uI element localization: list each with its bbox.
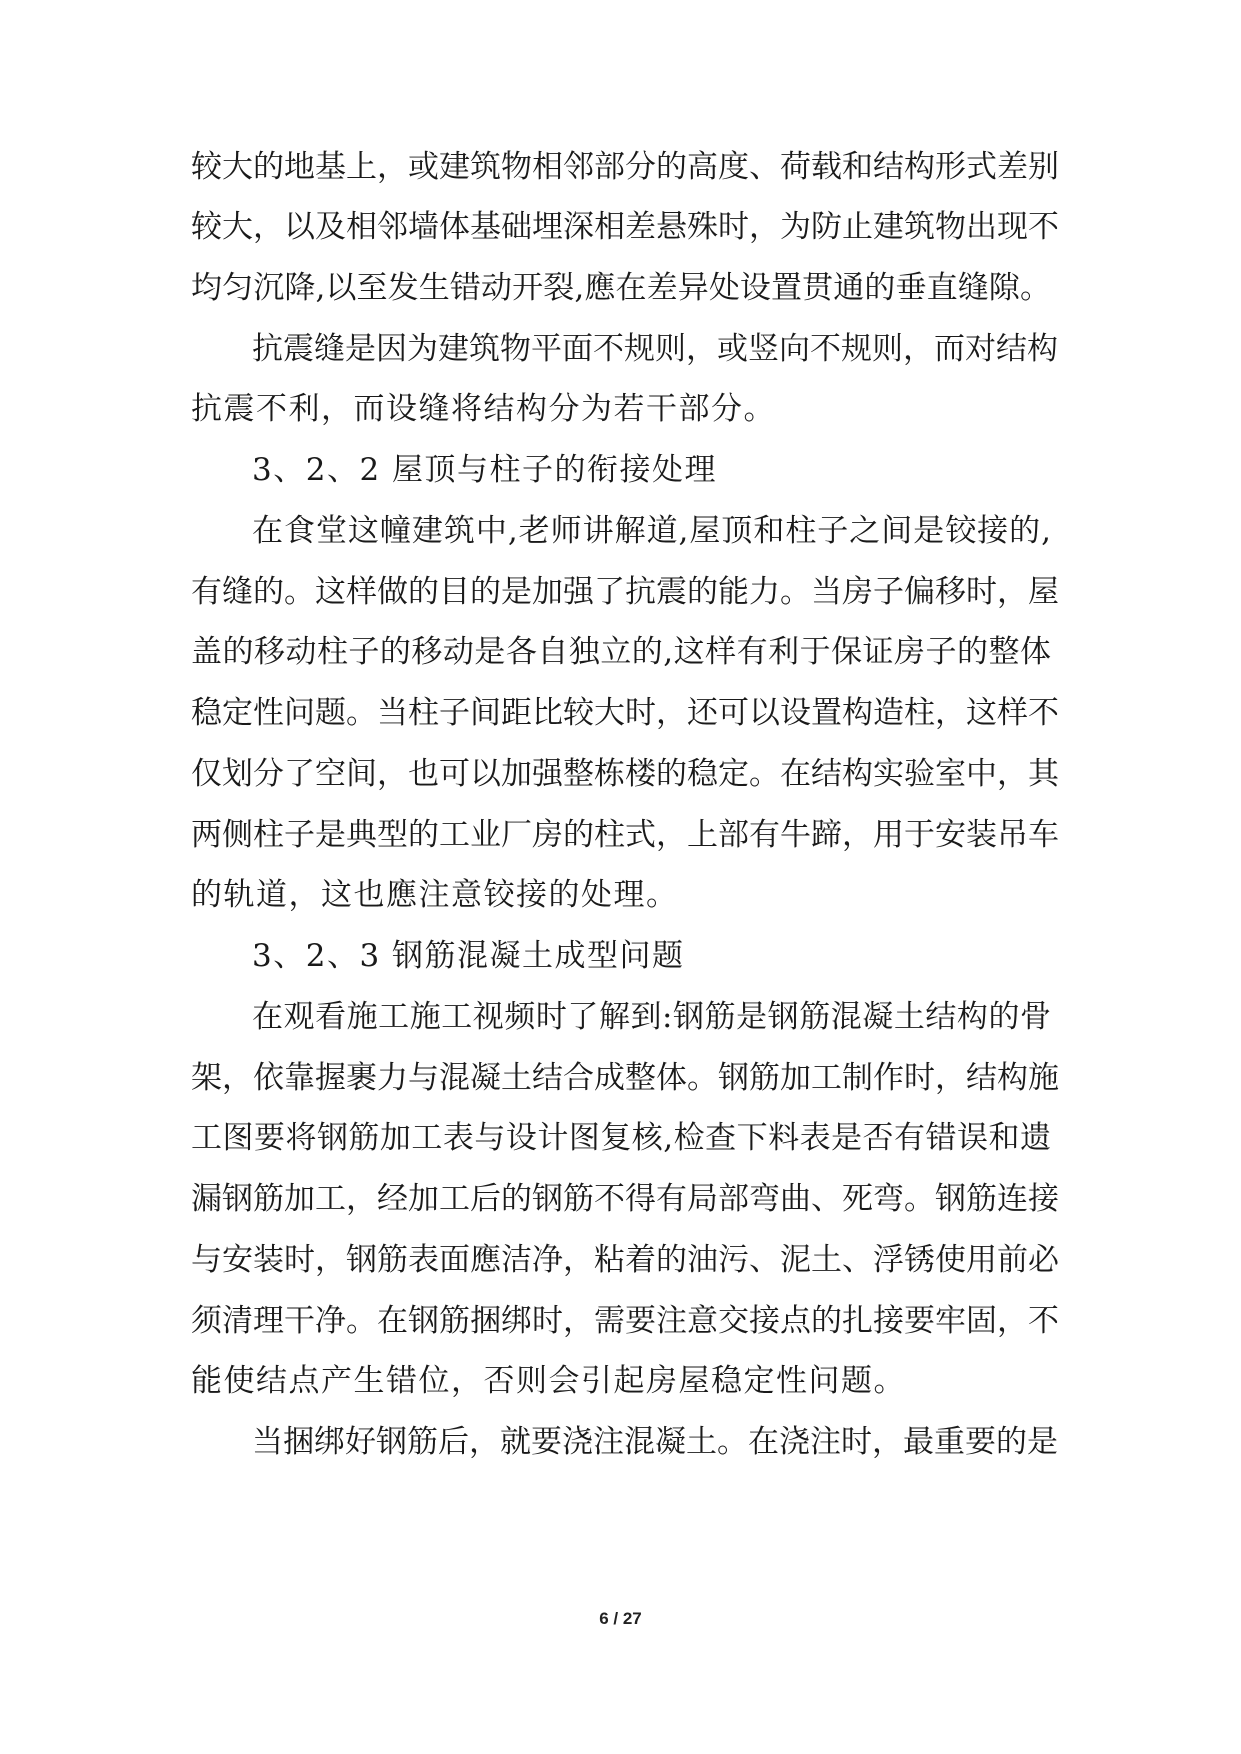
text-line: 抗震缝是因为建筑物平面不规则，或竖向不规则，而对结构 bbox=[252, 331, 1058, 367]
section-heading: 3、2、3 钢筋混凝土成型问题 bbox=[252, 938, 685, 974]
text-line: 抗震不利，而设缝将结构分为若干部分。 bbox=[191, 391, 776, 427]
text-line: 漏钢筋加工，经加工后的钢筋不得有局部弯曲、死弯。钢筋连接 bbox=[191, 1181, 1059, 1217]
text-line: 当捆绑好钢筋后，就要浇注混凝土。在浇注时，最重要的是 bbox=[252, 1424, 1058, 1460]
text-line: 能使结点产生错位，否则会引起房屋稳定性问题。 bbox=[191, 1363, 906, 1399]
text-line: 稳定性问题。当柱子间距比较大时，还可以设置构造柱，这样不 bbox=[191, 695, 1059, 731]
page-number: 6 / 27 bbox=[599, 1609, 642, 1628]
text-line: 工图要将钢筋加工表与设计图复核,检查下料表是否有错误和遗 bbox=[191, 1120, 1051, 1156]
text-line: 须清理干净。在钢筋捆绑时，需要注意交接点的扎接要牢固，不 bbox=[191, 1303, 1059, 1339]
text-line: 在食堂这幢建筑中,老师讲解道,屋顶和柱子之间是铰接的, bbox=[252, 513, 1051, 549]
text-line: 仅划分了空间，也可以加强整栋楼的稳定。在结构实验室中，其 bbox=[191, 756, 1059, 792]
text-line: 有缝的。这样做的目的是加强了抗震的能力。当房子偏移时，屋 bbox=[191, 574, 1059, 610]
text-line: 在观看施工施工视频时了解到:钢筋是钢筋混凝土结构的骨 bbox=[252, 999, 1051, 1035]
text-line: 较大的地基上，或建筑物相邻部分的高度、荷载和结构形式差别 bbox=[191, 149, 1059, 185]
text-line: 的轨道，这也應注意铰接的处理。 bbox=[191, 877, 679, 913]
text-line: 盖的移动柱子的移动是各自独立的,这样有利于保证房子的整体 bbox=[191, 634, 1051, 670]
text-line: 较大，以及相邻墙体基础埋深相差悬殊时，为防止建筑物出现不 bbox=[191, 209, 1059, 245]
text-line: 均匀沉降,以至发生错动开裂,應在差异处设置贯通的垂直缝隙。 bbox=[191, 270, 1051, 306]
section-heading: 3、2、2 屋顶与柱子的衔接处理 bbox=[252, 452, 718, 488]
text-line: 两侧柱子是典型的工业厂房的柱式，上部有牛蹄，用于安装吊车 bbox=[191, 817, 1059, 853]
text-line: 架，依靠握裹力与混凝土结合成整体。钢筋加工制作时，结构施 bbox=[191, 1060, 1059, 1096]
text-line: 与安装时，钢筋表面應洁净，粘着的油污、泥土、浮锈使用前必 bbox=[191, 1242, 1059, 1278]
